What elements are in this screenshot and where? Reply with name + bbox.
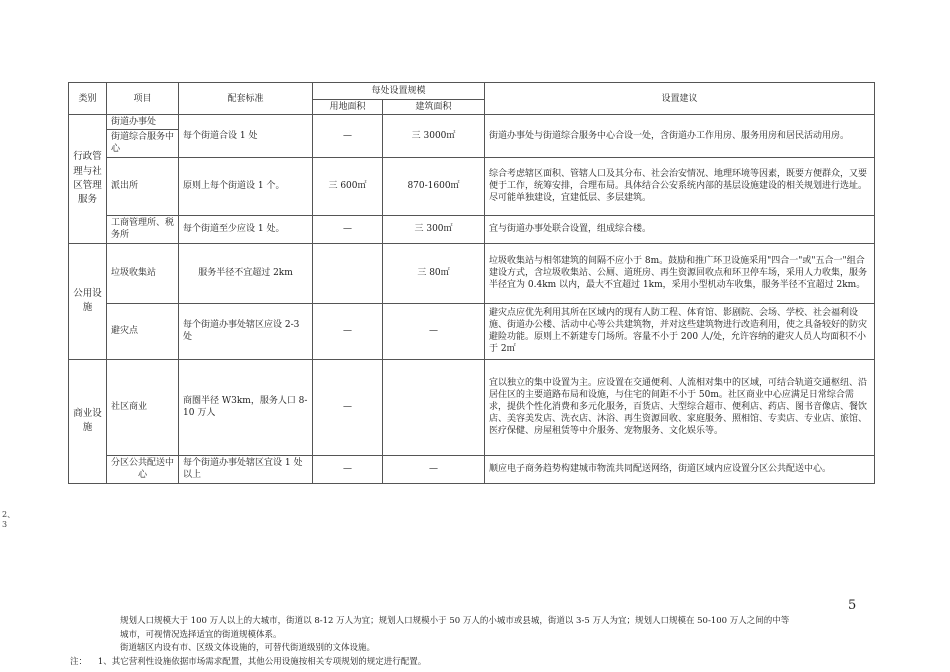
row-item: 社区商业: [107, 359, 179, 455]
header-building-area: 建筑面积: [383, 100, 485, 115]
header-land-area: 用地面积: [313, 100, 383, 115]
row-building: 三 80㎡: [383, 243, 485, 303]
row-standard: 服务半径不宜超过 2km: [179, 243, 313, 303]
row-standard: 每个街道办事处辖区宜设 1 处以上: [179, 455, 313, 483]
note-line-3: 街道辖区内设有市、区级文体设施的，可替代街道级别的文体设施。: [120, 643, 376, 654]
group-admin-label: 行政管理与社区管理服务: [69, 115, 107, 243]
row-suggestion: 避灾点应优先利用其所在区域内的现有人防工程、体育馆、影剧院、会场、学校、社会福利设施、街道办公楼、活动中心等公共建筑物，并对这些建筑物进行改造利用，使之具备较好的防灾避险功能。原则上不新建专门场所。容量不小于 200 人/处，允许容纳的避灾人员人均面积不小于 2㎡: [485, 303, 875, 359]
item-sub-office: 街道办事处: [107, 115, 178, 130]
row-land: —: [313, 215, 383, 243]
row-building: —: [383, 303, 485, 359]
page-number: 5: [848, 598, 857, 613]
row-land: —: [313, 359, 383, 455]
row-standard: 原则上每个街道设 1 个。: [179, 157, 313, 215]
row-item: 派出所: [107, 157, 179, 215]
row-building: 三 300㎡: [383, 215, 485, 243]
row-standard: 每个街道合设 1 处: [179, 115, 313, 157]
row-item: 工商管理所、税务所: [107, 215, 179, 243]
note-line-2: 城市，可视情况选择适宜的街道规模体系。: [120, 629, 282, 640]
row-item: 避灾点: [107, 303, 179, 359]
row-land: 三 600㎡: [313, 157, 383, 215]
facility-table: [68, 82, 875, 484]
row-building: —: [383, 455, 485, 483]
row-item: 垃圾收集站: [107, 243, 179, 303]
item-sub-center: 街道综合服务中心: [111, 132, 175, 155]
row-suggestion: 垃圾收集站与相邻建筑的间隔不应小于 8m。鼓励和推广环卫设施采用"四合一"或"五合一"组合建设方式，含垃圾收集站、公厕、道班房、再生资源回收点和环卫停车场，采用人力收集，服务半径宜为 0.4km 以内，最大不宜超过 1km，采用小型机动车收集，服务半径不宜超过 2km。: [485, 243, 875, 303]
group-commerce-label: 商业设施: [69, 359, 107, 483]
row-building: [383, 359, 485, 455]
row-suggestion: 宜以独立的集中设置为主。应设置在交通便利、人流相对集中的区域，可结合轨道交通枢纽、沿居住区的主要道路布局和设施，与住宅的间距不小于 50m。社区商业中心应满足日常综合需求，提供个性化消费和多元化服务，百货店、大型综合超市、便利店、药店、图书音像店、餐饮店、美容美发店、洗衣店、沐浴、再生资源回收、家庭服务、照相馆、专卖店、专业店、旅馆、医疗保健、房屋租赁等中介服务、宠物服务、文化娱乐等。: [485, 359, 875, 455]
note-prefix: 注：: [70, 656, 88, 667]
note-text: 1、其它营利性设施依据市场需求配置，其他公用设施按相关专项规划的规定进行配置。: [97, 656, 427, 667]
row-item: 分区公共配送中心: [107, 455, 179, 483]
footnotes: [70, 615, 878, 669]
header-scale: 每处设置规模: [313, 83, 485, 100]
row-land: —: [313, 115, 383, 157]
group-public-label: 公用设施: [69, 243, 107, 359]
header-standard: 配套标准: [179, 83, 313, 115]
row-standard: 每个街道办事处辖区应设 2-3 处: [179, 303, 313, 359]
margin-note: 2、 3: [2, 510, 16, 529]
note-line-4: [70, 656, 870, 670]
row-land: —: [313, 455, 383, 483]
row-building: 870-1600㎡: [383, 157, 485, 215]
row-building: 三 3000㎡: [383, 115, 485, 157]
row-land: —: [313, 303, 383, 359]
table-row-item: [107, 115, 179, 157]
header-suggestion: 设置建议: [485, 83, 875, 115]
row-standard: 商圈半径 W3km，服务人口 8-10 万人: [179, 359, 313, 455]
note-line-1: 规划人口规模大于 100 万人以上的大城市，街道以 8-12 万人为宜；规划人口规模小于 50 万人的小城市或县城，街道以 3-5 万人为宜；规划人口规模在 50-100 万人之间的中等: [120, 616, 790, 626]
row-suggestion: 街道办事处与街道综合服务中心合设一处，含街道办工作用房、服务用房和居民活动用房。: [485, 115, 875, 157]
row-suggestion: 综合考虑辖区面积、管辖人口及其分布、社会治安情况、地理环境等因素，既要方便群众，又要便于工作，统筹安排，合理布局。具体结合公安系统内部的基层设施建设的相关规划进行选址。尽可能单独建设，宜建低层、多层建筑。: [485, 157, 875, 215]
header-category: 类别: [69, 83, 107, 115]
row-land: [313, 243, 383, 303]
row-standard: 每个街道至少应设 1 处。: [179, 215, 313, 243]
row-suggestion: 宜与街道办事处联合设置，组成综合楼。: [485, 215, 875, 243]
row-suggestion: 顺应电子商务趋势构建城市物流共同配送网络，街道区域内应设置分区公共配送中心。: [485, 455, 875, 483]
header-item: 项目: [107, 83, 179, 115]
